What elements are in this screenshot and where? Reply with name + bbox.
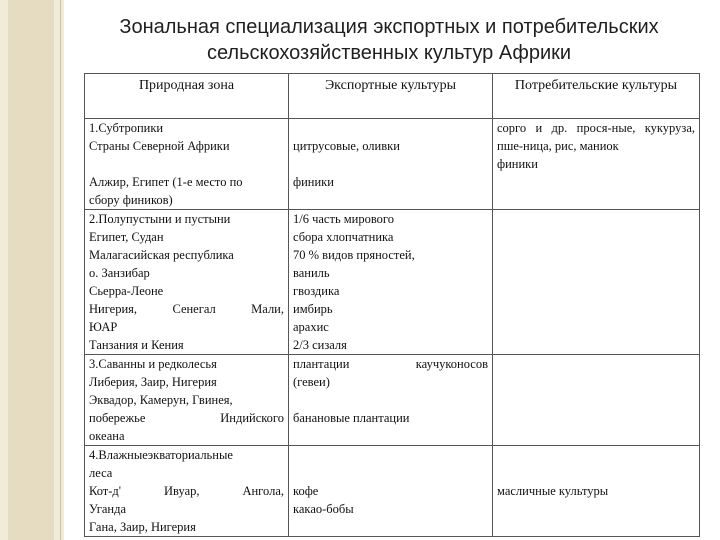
zone-line: о. Занзибар xyxy=(89,266,150,280)
export-line: сбора хлопчатника xyxy=(293,230,394,244)
consumer-cell xyxy=(493,446,700,537)
zone-line: 1.Субтропики xyxy=(89,121,164,135)
zone-line: ЮАР xyxy=(89,320,118,334)
spacer xyxy=(293,464,488,482)
export-line: 70 % видов пряностей, xyxy=(293,248,415,262)
zone-line: Гана, Заир, Нигерия xyxy=(89,520,196,534)
export-line: арахис xyxy=(293,320,329,334)
export-line: 2/3 сизаля xyxy=(293,338,347,352)
zone-line: Уганда xyxy=(89,502,127,516)
spacer xyxy=(293,446,488,464)
zone-line: Страны Северной Африки xyxy=(89,139,230,153)
zone-line: 3.Саванны и редколесья xyxy=(89,357,217,371)
export-line: 1/6 часть мирового xyxy=(293,212,395,226)
zone-cell xyxy=(85,210,289,355)
spacer xyxy=(293,155,488,173)
zone-line: Нигерия, Сенегал Мали, xyxy=(89,302,284,316)
consumer-text: сорго и др. прося-ные, кукуруза, пше-ница, рис, маниок xyxy=(497,121,695,153)
zone-cell xyxy=(85,119,289,210)
export-cell xyxy=(289,119,493,210)
table-row xyxy=(85,210,700,355)
decorative-left-band xyxy=(0,0,64,540)
decorative-band-inner xyxy=(8,0,54,540)
zone-cell xyxy=(85,355,289,446)
export-line: финики xyxy=(293,175,334,189)
consumer-line: финики xyxy=(497,157,538,171)
export-line: цитрусовые, оливки xyxy=(293,139,400,153)
zone-line: 4.Влажныеэкваториальные xyxy=(89,448,233,462)
zone-line: Алжир, Египет (1-е место по xyxy=(89,175,243,189)
zone-line: Сьерра-Леоне xyxy=(89,284,164,298)
consumer-line: масличные культуры xyxy=(497,484,609,498)
export-cell xyxy=(289,446,493,537)
export-line: кофе xyxy=(293,484,319,498)
consumer-cell xyxy=(493,210,700,355)
slide-title-line-1: Зональная специализация экспортных и потребительских xyxy=(119,16,659,38)
table-row xyxy=(85,119,700,210)
zone-line: Египет, Судан xyxy=(89,230,164,244)
zone-line: леса xyxy=(89,466,113,480)
zone-line: сбору фиников) xyxy=(89,193,173,207)
zone-line: Эквадор, Камерун, Гвинея, xyxy=(89,393,233,407)
header-consumer: Потребительские культуры xyxy=(493,74,700,119)
zone-line: океана xyxy=(89,429,125,443)
header-zone: Природная зона xyxy=(85,74,289,119)
zone-line: Танзания и Кения xyxy=(89,338,184,352)
zone-cell xyxy=(85,446,289,537)
export-line: плантации каучуконосов xyxy=(293,357,488,371)
export-line: какао-бобы xyxy=(293,502,354,516)
slide-title-line-2: сельскохозяйственных культур Африки xyxy=(206,42,572,64)
decorative-band-line xyxy=(60,0,61,540)
spacer xyxy=(497,464,695,482)
spacer xyxy=(293,119,488,137)
export-line: (гевеи) xyxy=(293,375,330,389)
spacer xyxy=(89,155,284,173)
spacer xyxy=(293,391,488,409)
crops-table xyxy=(84,73,700,537)
spacer xyxy=(497,446,695,464)
consumer-cell xyxy=(493,119,700,210)
export-line: банановые плантации xyxy=(293,411,410,425)
export-cell xyxy=(289,210,493,355)
table-row xyxy=(85,446,700,537)
export-cell xyxy=(289,355,493,446)
zone-line: побережье Индийского xyxy=(89,411,284,425)
zone-line: Либерия, Заир, Нигерия xyxy=(89,375,217,389)
zone-line: 2.Полупустыни и пустыни xyxy=(89,212,231,226)
export-line: гвоздика xyxy=(293,284,340,298)
export-line: ваниль xyxy=(293,266,330,280)
consumer-cell xyxy=(493,355,700,446)
zone-line: Кот-д' Ивуар, Ангола, xyxy=(89,484,284,498)
export-line: имбирь xyxy=(293,302,333,316)
slide-title xyxy=(66,14,712,66)
table-row xyxy=(85,355,700,446)
zone-line: Малагасийская республика xyxy=(89,248,234,262)
table-header-row xyxy=(85,74,700,119)
header-export: Экспортные культуры xyxy=(289,74,493,119)
